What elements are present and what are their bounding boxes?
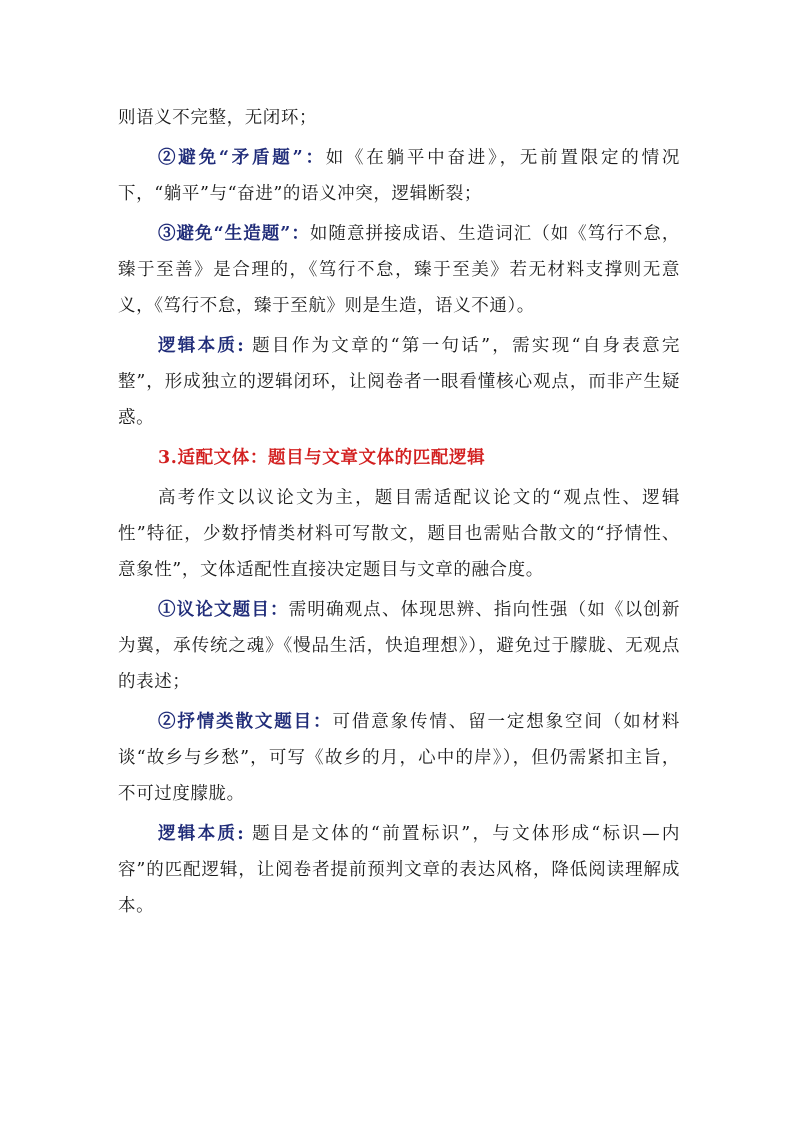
list-item-text: 如随意拼接成语、生造词汇（如《笃行不怠，臻于至善》是合理的，《笃行不怠，臻于至美》若无材料支撑则无意义，《笃行不怠，臻于至航》则是生造，语义不通）。 [118, 224, 680, 316]
list-item-text: 可借意象传情、留一定想象空间（如材料谈“故乡与乡愁”，可写《故乡的月，心中的岸》），但仍需紧扣主旨，不可过度朦胧。 [118, 712, 680, 804]
section-heading: 3.适配文体：题目与文章文体的匹配逻辑 [158, 448, 486, 468]
list-item-label: 避免“生造题”： [176, 224, 310, 244]
list-item-avoid-fabrication [118, 216, 680, 324]
paragraph-continuation: 则语义不完整，无闭环； [118, 108, 318, 128]
list-marker: ③ [158, 224, 177, 244]
logic-essence-text: 题目是文体的“前置标识”，与文体形成“标识—内容”的匹配逻辑，让阅卷者提前预判文章的表达风格，降低阅读理解成本。 [118, 824, 680, 916]
logic-essence-label: 逻辑本质 [158, 824, 238, 844]
logic-essence-colon: : [237, 824, 245, 844]
list-item-avoid-contradiction [118, 140, 680, 212]
logic-essence-paragraph [118, 816, 680, 924]
logic-essence-text: 题目作为文章的“第一句话”，需实现“自身表意完整”，形成独立的逻辑闭环，让阅卷者一眼看懂核心观点，而非产生疑惑。 [118, 336, 680, 428]
list-marker: ① [158, 600, 177, 620]
logic-essence-paragraph [118, 328, 680, 436]
document-page [118, 100, 680, 924]
list-item-label: 抒情类散文题目： [177, 712, 333, 732]
list-marker: ② [158, 148, 179, 168]
list-item-label: 议论文题目： [176, 600, 289, 620]
section-intro-paragraph: 高考作文以议论文为主，题目需适配议论文的“观点性、逻辑性”特征，少数抒情类材料可写散文，题目也需贴合散文的“抒情性、意象性”，文体适配性直接决定题目与文章的融合度。 [118, 488, 680, 580]
list-item-text: 如《在躺平中奋进》，无前置限定的情况下，“躺平”与“奋进”的语义冲突，逻辑断裂； [118, 148, 680, 204]
logic-essence-label: 逻辑本质 [158, 336, 238, 356]
logic-essence-colon: : [237, 336, 245, 356]
list-item-argumentative-title [118, 592, 680, 700]
list-item-label: 避免“矛盾题”： [178, 148, 326, 168]
list-item-text: 需明确观点、体现思辨、指向性强（如《以创新为翼，承传统之魂》《慢品生活，快追理想》），避免过于朦胧、无观点的表述； [118, 600, 680, 692]
list-item-lyrical-prose-title [118, 704, 680, 812]
list-marker: ② [158, 712, 178, 732]
